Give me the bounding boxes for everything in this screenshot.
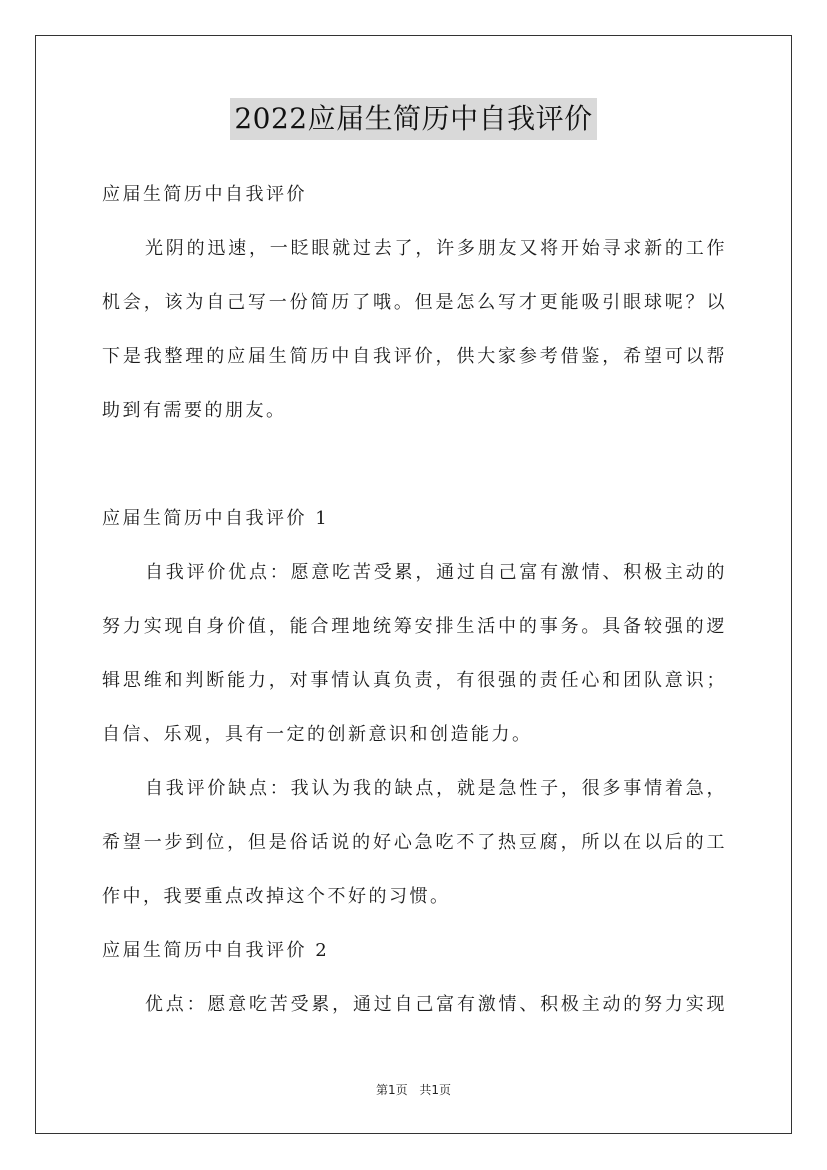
document-title: 2022应届生简历中自我评价 bbox=[230, 98, 596, 140]
paragraph-line: 辑思维和判断能力，对事情认真负责，有很强的责任心和团队意识； bbox=[102, 670, 727, 691]
paragraph-line: 自信、乐观，具有一定的创新意识和创造能力。 bbox=[102, 724, 533, 745]
page-footer bbox=[0, 1080, 827, 1100]
paragraph-line: 助到有需要的朋友。 bbox=[102, 400, 287, 421]
paragraph-line: 光阴的迅速，一眨眼就过去了，许多朋友又将开始寻求新的工作 bbox=[145, 238, 727, 259]
section-heading: 应届生简历中自我评价 bbox=[102, 184, 307, 205]
paragraph-line: 自我评价优点：愿意吃苦受累，通过自己富有激情、积极主动的 bbox=[145, 562, 727, 583]
section-heading: 应届生简历中自我评价 2 bbox=[102, 940, 330, 961]
paragraph-line: 希望一步到位，但是俗话说的好心急吃不了热豆腐，所以在以后的工 bbox=[102, 832, 727, 853]
title-container bbox=[0, 98, 827, 140]
paragraph-line: 机会，该为自己写一份简历了哦。但是怎么写才更能吸引眼球呢？以 bbox=[102, 292, 727, 313]
page-number: 第1页 bbox=[375, 1083, 408, 1097]
page-total: 共1页 bbox=[419, 1083, 452, 1097]
paragraph-line: 优点：愿意吃苦受累，通过自己富有激情、积极主动的努力实现 bbox=[145, 994, 727, 1015]
paragraph-line: 自我评价缺点：我认为我的缺点，就是急性子，很多事情着急， bbox=[145, 778, 727, 799]
paragraph-line: 努力实现自身价值，能合理地统筹安排生活中的事务。具备较强的逻 bbox=[102, 616, 727, 637]
section-heading: 应届生简历中自我评价 1 bbox=[102, 508, 330, 529]
paragraph-line: 下是我整理的应届生简历中自我评价，供大家参考借鉴，希望可以帮 bbox=[102, 346, 727, 367]
paragraph-line: 作中，我要重点改掉这个不好的习惯。 bbox=[102, 886, 451, 907]
document-body bbox=[102, 168, 727, 1032]
blank-line bbox=[102, 438, 727, 492]
